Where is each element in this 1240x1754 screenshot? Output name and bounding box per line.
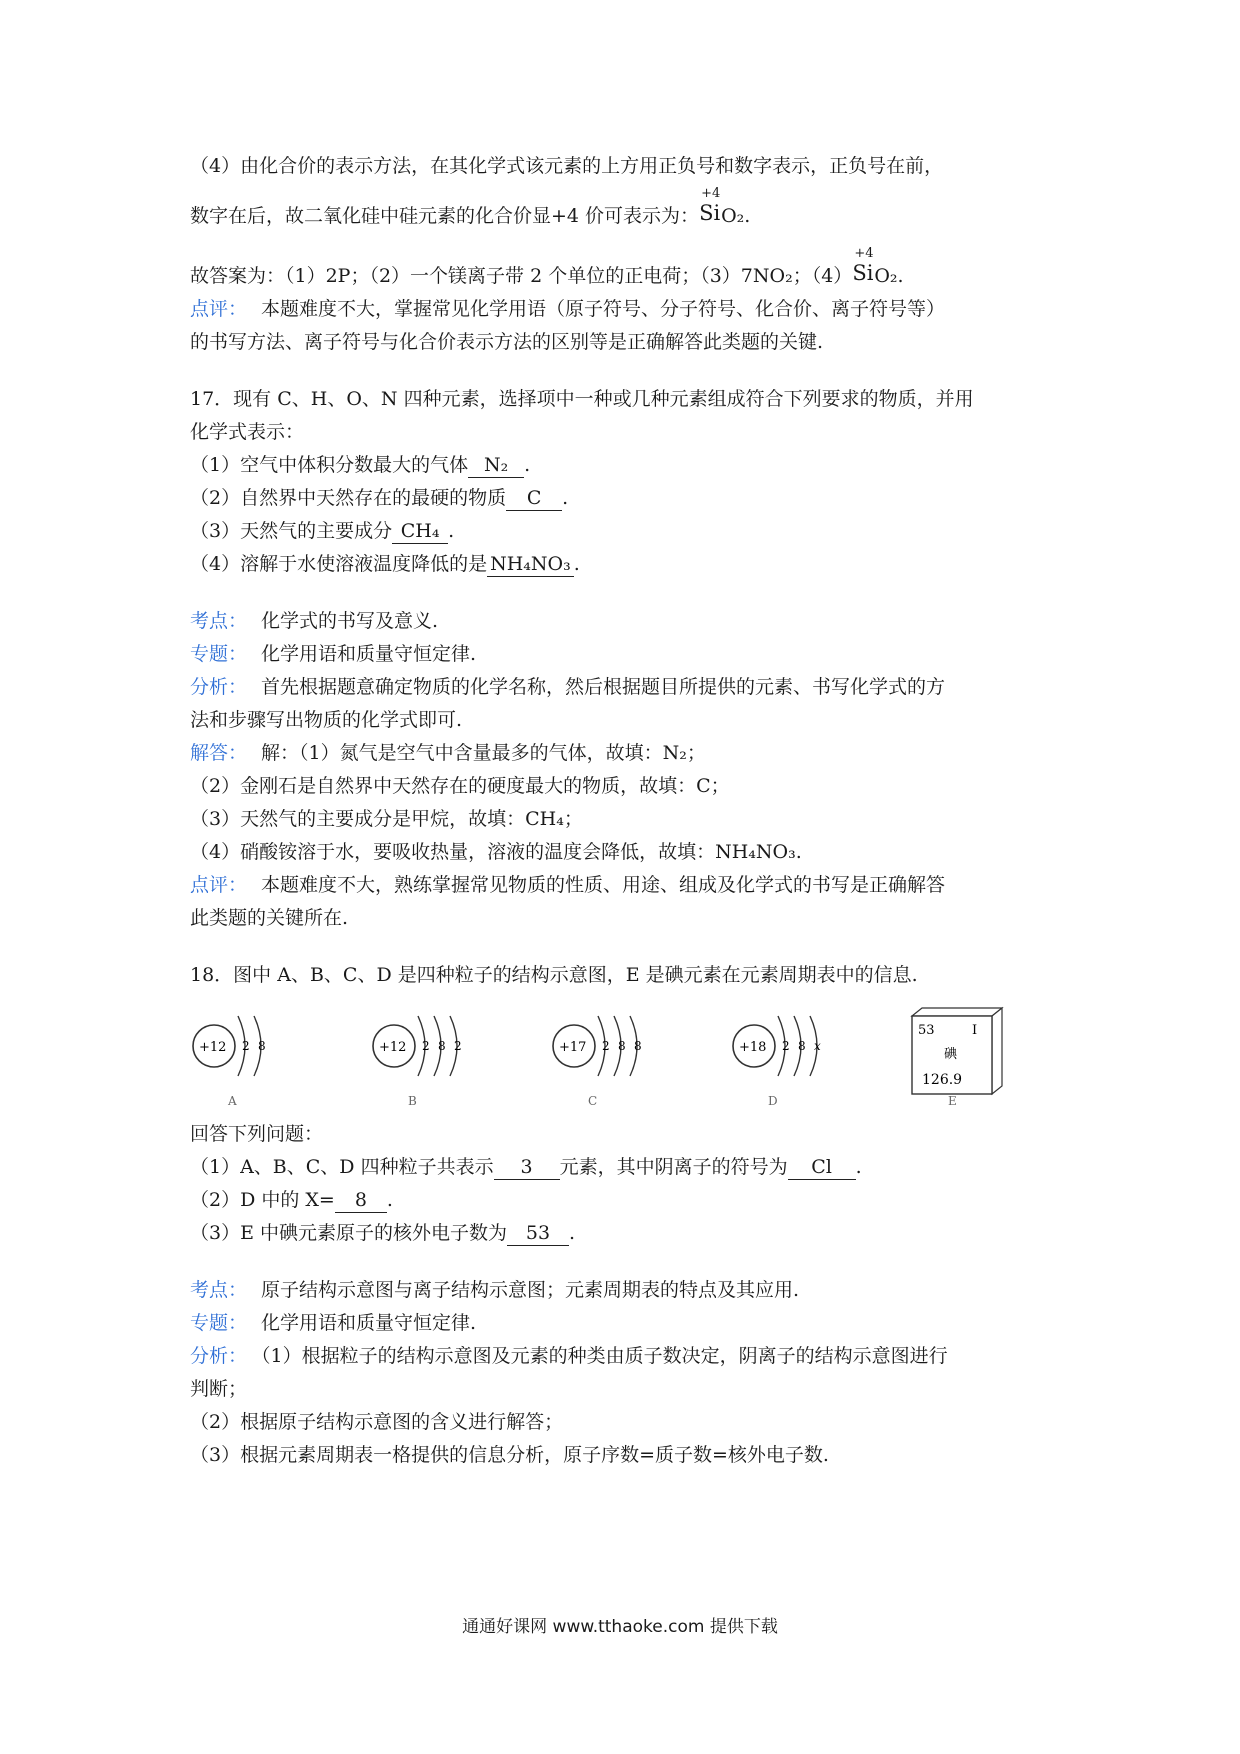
prev-comment — [190, 293, 1070, 326]
electron-count: 8 — [618, 1039, 626, 1053]
q18-stem: 18．图中 A、B、C、D 是四种粒子的结构示意图，E 是碘元素在元素周期表中的信息. — [190, 964, 918, 986]
q17-item-end: . — [524, 454, 531, 476]
q17-zhuanti — [190, 638, 1070, 671]
element-card-graphic — [910, 1006, 1010, 1096]
fenxi-text-18-3: （2）根据原子结构示意图的含义进行解答； — [190, 1411, 564, 1433]
q17-dianping — [190, 869, 1070, 902]
electron-count: 8 — [798, 1039, 806, 1053]
atom-caption: A — [228, 1094, 237, 1108]
a3-post: . — [569, 1222, 576, 1244]
atom-caption: D — [768, 1094, 778, 1108]
structure-diagrams — [190, 1006, 1070, 1116]
a1-post: . — [855, 1156, 862, 1178]
atom-structure-graphic — [550, 1006, 700, 1094]
nucleus-charge: +18 — [739, 1040, 767, 1055]
zhuanti-text: 化学用语和质量守恒定律. — [261, 643, 477, 665]
jieda-text-3: （3）天然气的主要成分是甲烷，故填：CH₄； — [190, 808, 583, 830]
q17-item-end: . — [573, 553, 580, 575]
jieda-text-2: （2）金刚石是自然界中天然存在的硬度最大的物质，故填：C； — [190, 775, 730, 797]
element-number: 53 — [918, 1023, 935, 1038]
nucleus-charge: +12 — [379, 1040, 407, 1055]
prev-line-2 — [190, 186, 1070, 233]
o2-text: O₂. — [721, 205, 751, 227]
prev-line-1: （4）由化合价的表示方法，在其化学式该元素的上方用正负号和数字表示，正负号在前， — [190, 155, 944, 177]
a1-blank-2: Cl — [788, 1155, 856, 1180]
si-valence — [699, 186, 721, 225]
si-symbol: Si — [699, 201, 721, 225]
electron-count: 8 — [438, 1039, 446, 1053]
fenxi-text-2: 法和步骤写出物质的化学式即可. — [190, 709, 463, 731]
nucleus-charge: +17 — [559, 1040, 587, 1055]
jieda-text-4: （4）硝酸铵溶于水，要吸收热量，溶液的温度会降低，故填：NH₄NO₃. — [190, 841, 802, 863]
q17-fenxi — [190, 671, 1070, 704]
si-valence-answer — [852, 246, 874, 285]
q18-prompt: 回答下列问题： — [190, 1123, 324, 1145]
q17-stem-1: 17．现有 C、H、O、N 四种元素，选择项中一种或几种元素组成符合下列要求的物质，并用 — [190, 388, 974, 410]
a2-blank: 8 — [335, 1188, 387, 1213]
si-charge: +4 — [701, 186, 721, 201]
q17-stem-2: 化学式表示： — [190, 421, 305, 443]
nucleus-charge: +12 — [199, 1040, 227, 1055]
atom-diagram — [370, 1006, 520, 1116]
q17-item-answer: CH₄ — [392, 519, 448, 544]
fenxi-text-18-1: （1）根据粒子的结构示意图及元素的种类由质子数决定，阴离子的结构示意图进行 — [261, 1345, 948, 1367]
dianping-text-1: 本题难度不大，熟练掌握常见物质的性质、用途、组成及化学式的书写是正确解答 — [261, 874, 946, 896]
a1-mid: 元素，其中阴离子的符号为 — [559, 1156, 788, 1178]
q18-answer-3 — [190, 1217, 1070, 1250]
electron-count: 2 — [422, 1039, 430, 1053]
q17-jieda — [190, 737, 1070, 770]
fenxi-label-18: 分析： — [190, 1345, 248, 1367]
a2-pre: （2）D 中的 X= — [190, 1189, 335, 1211]
comment-text-2: 的书写方法、离子符号与化合价表示方法的区别等是正确解答此类题的关键. — [190, 331, 824, 353]
electron-count: 2 — [454, 1039, 462, 1053]
q17-item — [190, 482, 1070, 515]
zhuanti-label: 专题： — [190, 643, 248, 665]
q17-item-answer: N₂ — [468, 453, 524, 478]
a2-post: . — [386, 1189, 393, 1211]
a3-pre: （3）E 中碘元素原子的核外电子数为 — [190, 1222, 507, 1244]
q18-answer-2 — [190, 1184, 1070, 1217]
q17-items — [190, 449, 1070, 581]
element-card — [910, 1006, 1010, 1116]
q18-kaodian — [190, 1274, 1070, 1307]
electron-count: x — [814, 1039, 821, 1053]
document-page — [190, 150, 1070, 1472]
o2-answer: O₂. — [874, 265, 904, 287]
q18-zhuanti — [190, 1307, 1070, 1340]
fenxi-label: 分析： — [190, 676, 248, 698]
jieda-text-1: 解：（1）氮气是空气中含量最多的气体，故填：N₂； — [261, 742, 706, 764]
electron-count: 2 — [782, 1039, 790, 1053]
q17-kaodian — [190, 605, 1070, 638]
si-charge-answer: +4 — [854, 246, 874, 261]
atom-caption: C — [588, 1094, 598, 1108]
atom-diagrams — [190, 1006, 910, 1116]
fenxi-text-18-4: （3）根据元素周期表一格提供的信息分析，原子序数=质子数=核外电子数. — [190, 1444, 829, 1466]
q17-item-question: （1）空气中体积分数最大的气体 — [190, 454, 469, 476]
element-mass: 126.9 — [922, 1072, 963, 1088]
comment-label: 点评： — [190, 298, 248, 320]
q17-item-end: . — [448, 520, 455, 542]
electron-count: 8 — [634, 1039, 642, 1053]
prev-line-2-text: 数字在后，故二氧化硅中硅元素的化合价显+4 价可表示为： — [190, 205, 700, 227]
atom-structure-graphic — [730, 1006, 880, 1094]
atom-diagram — [730, 1006, 880, 1116]
zhuanti-text-18: 化学用语和质量守恒定律. — [261, 1312, 477, 1334]
a3-blank: 53 — [507, 1221, 569, 1246]
electron-count: 2 — [602, 1039, 610, 1053]
kaodian-label-18: 考点： — [190, 1279, 248, 1301]
fenxi-text-1: 首先根据题意确定物质的化学名称，然后根据题目所提供的元素、书写化学式的方 — [261, 676, 946, 698]
a1-pre: （1）A、B、C、D 四种粒子共表示 — [190, 1156, 494, 1178]
dianping-text-2: 此类题的关键所在. — [190, 907, 349, 929]
fenxi-text-18-2: 判断； — [190, 1378, 248, 1400]
zhuanti-label-18: 专题： — [190, 1312, 248, 1334]
comment-text-1: 本题难度不大，掌握常见化学用语（原子符号、分子符号、化合价、离子符号等） — [261, 298, 946, 320]
q17-item — [190, 449, 1070, 482]
dianping-label: 点评： — [190, 874, 248, 896]
electron-count: 2 — [242, 1039, 250, 1053]
page-footer: 通通好课网 www.tthaoke.com 提供下载 — [462, 1617, 778, 1637]
q17-item-answer: C — [506, 486, 562, 511]
element-name: 碘 — [944, 1047, 958, 1062]
si-symbol-answer: Si — [852, 261, 874, 285]
q17-item-question: （4）溶解于水使溶液温度降低的是 — [190, 553, 488, 575]
prev-answer-text: 故答案为：（1）2P；（2）一个镁离子带 2 个单位的正电荷；（3）7NO₂；（4） — [190, 265, 853, 287]
q17-item-answer: NH₄NO₃ — [487, 552, 574, 577]
atom-caption: B — [408, 1094, 417, 1108]
atom-structure-graphic — [370, 1006, 520, 1094]
kaodian-text: 化学式的书写及意义. — [261, 610, 439, 632]
q18-fenxi — [190, 1340, 1070, 1373]
kaodian-label: 考点： — [190, 610, 248, 632]
element-symbol: I — [972, 1023, 978, 1038]
q17-item-question: （2）自然界中天然存在的最硬的物质 — [190, 487, 507, 509]
q17-item-end: . — [562, 487, 569, 509]
jieda-label: 解答： — [190, 742, 248, 764]
q18-answer-1 — [190, 1151, 1070, 1184]
prev-answer — [190, 246, 1070, 293]
atom-structure-graphic — [190, 1006, 340, 1094]
a1-blank: 3 — [494, 1155, 560, 1180]
atom-diagram — [550, 1006, 700, 1116]
q17-item — [190, 548, 1070, 581]
q17-item — [190, 515, 1070, 548]
atom-diagram — [190, 1006, 340, 1116]
element-caption: E — [948, 1094, 957, 1108]
kaodian-text-18: 原子结构示意图与离子结构示意图；元素周期表的特点及其应用. — [261, 1279, 800, 1301]
q17-item-question: （3）天然气的主要成分 — [190, 520, 393, 542]
electron-count: 8 — [258, 1039, 266, 1053]
